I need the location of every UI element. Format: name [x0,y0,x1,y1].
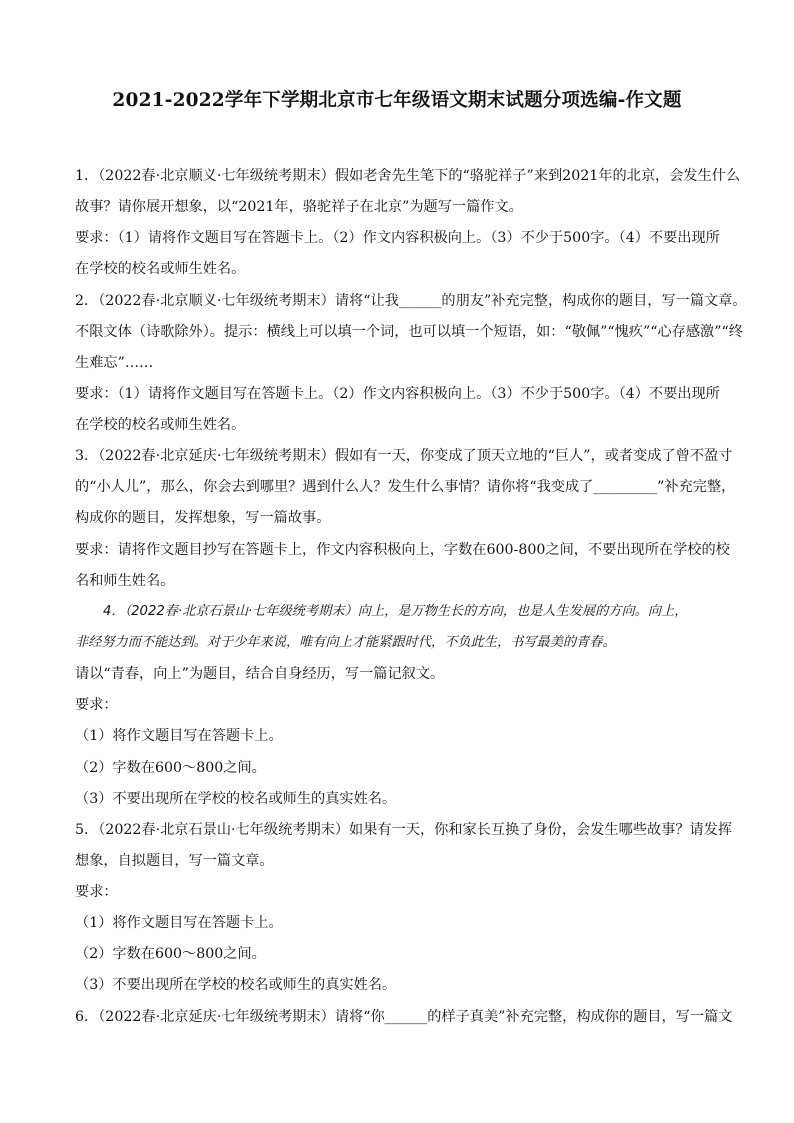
text-line: 名和师生姓名。 [75,573,175,589]
text-line: （1）将作文题目写在答题卡上。 [75,915,283,931]
text-line: （2）字数在600～800之间。 [75,760,266,776]
text-line: 要求：请将作文题目抄写在答题卡上，作文内容积极向上，字数在600-800之间，不要出现所在学校的校 [75,542,730,558]
text-line: （1）将作文题目写在答题卡上。 [75,728,283,744]
text-line: 要求： [75,884,118,900]
text-line: 要求：（1）请将作文题目写在答题卡上。（2）作文内容积极向上。（3）不少于500字。（4）不要出现所 [75,386,720,402]
text-line: 的“小人儿”，那么，你会去到哪里？遇到什么人？发生什么事情？请你将“我变成了_________”补充完整， [75,479,736,495]
text-line: 2．（2022春·北京顺义·七年级统考期末）请将“让我______的朋友”补充完整，构成你的题目，写一篇文章。 [75,293,747,309]
text-line: 6．（2022春·北京延庆·七年级统考期末）请将“你______的样子真美”补充完整，构成你的题目，写一篇文 [75,1009,733,1025]
text-line: 在学校的校名或师生姓名。 [75,261,246,277]
text-line: 不限文体（诗歌除外）。提示：横线上可以填一个词，也可以填一个短语，如：“敬佩”“愧疚”“心存感激”“终 [75,324,743,340]
text-line: 要求： [75,697,118,713]
text-line: 在学校的校名或师生姓名。 [75,417,246,433]
text-line: 5．（2022春·北京石景山·七年级统考期末）如果有一天，你和家长互换了身份，会发生哪些故事？请发挥 [75,822,733,838]
text-line: 非经努力而不能达到。对于少年来说，唯有向上才能紧跟时代，不负此生，书写最美的青春。 [75,635,616,650]
document-title: 2021-2022学年下学期北京市七年级语文期末试题分项选编-作文题 [112,90,682,111]
text-line: 1．（2022春·北京顺义·七年级统考期末）假如老舍先生笔下的“骆驼祥子”来到2021年的北京，会发生什么 [75,168,741,184]
text-line: 请以“青春，向上”为题目，结合自身经历，写一篇记叙文。 [75,666,445,682]
text-line: 构成你的题目，发挥想象，写一篇故事。 [75,510,331,526]
text-line: （3）不要出现所在学校的校名或师生的真实姓名。 [75,791,397,807]
text-line: （3）不要出现所在学校的校名或师生的真实姓名。 [75,977,397,993]
text-line: （2）字数在600～800之间。 [75,946,266,962]
text-line: 故事？请你展开想象，以“2021年，骆驼祥子在北京”为题写一篇作文。 [75,199,523,215]
text-line: 要求：（1）请将作文题目写在答题卡上。（2）作文内容积极向上。（3）不少于500字。（4）不要出现所 [75,230,720,246]
text-line: 生难忘”…… [75,355,154,371]
text-line: 4．（2022春·北京石景山·七年级统考期末）向上，是万物生长的方向，也是人生发展的方向。向上， [103,604,688,619]
text-line: 3．（2022春·北京延庆·七年级统考期末）假如有一天，你变成了顶天立地的“巨人”，或者变成了曾不盈寸 [75,448,733,464]
text-line: 想象，自拟题目，写一篇文章。 [75,853,274,869]
